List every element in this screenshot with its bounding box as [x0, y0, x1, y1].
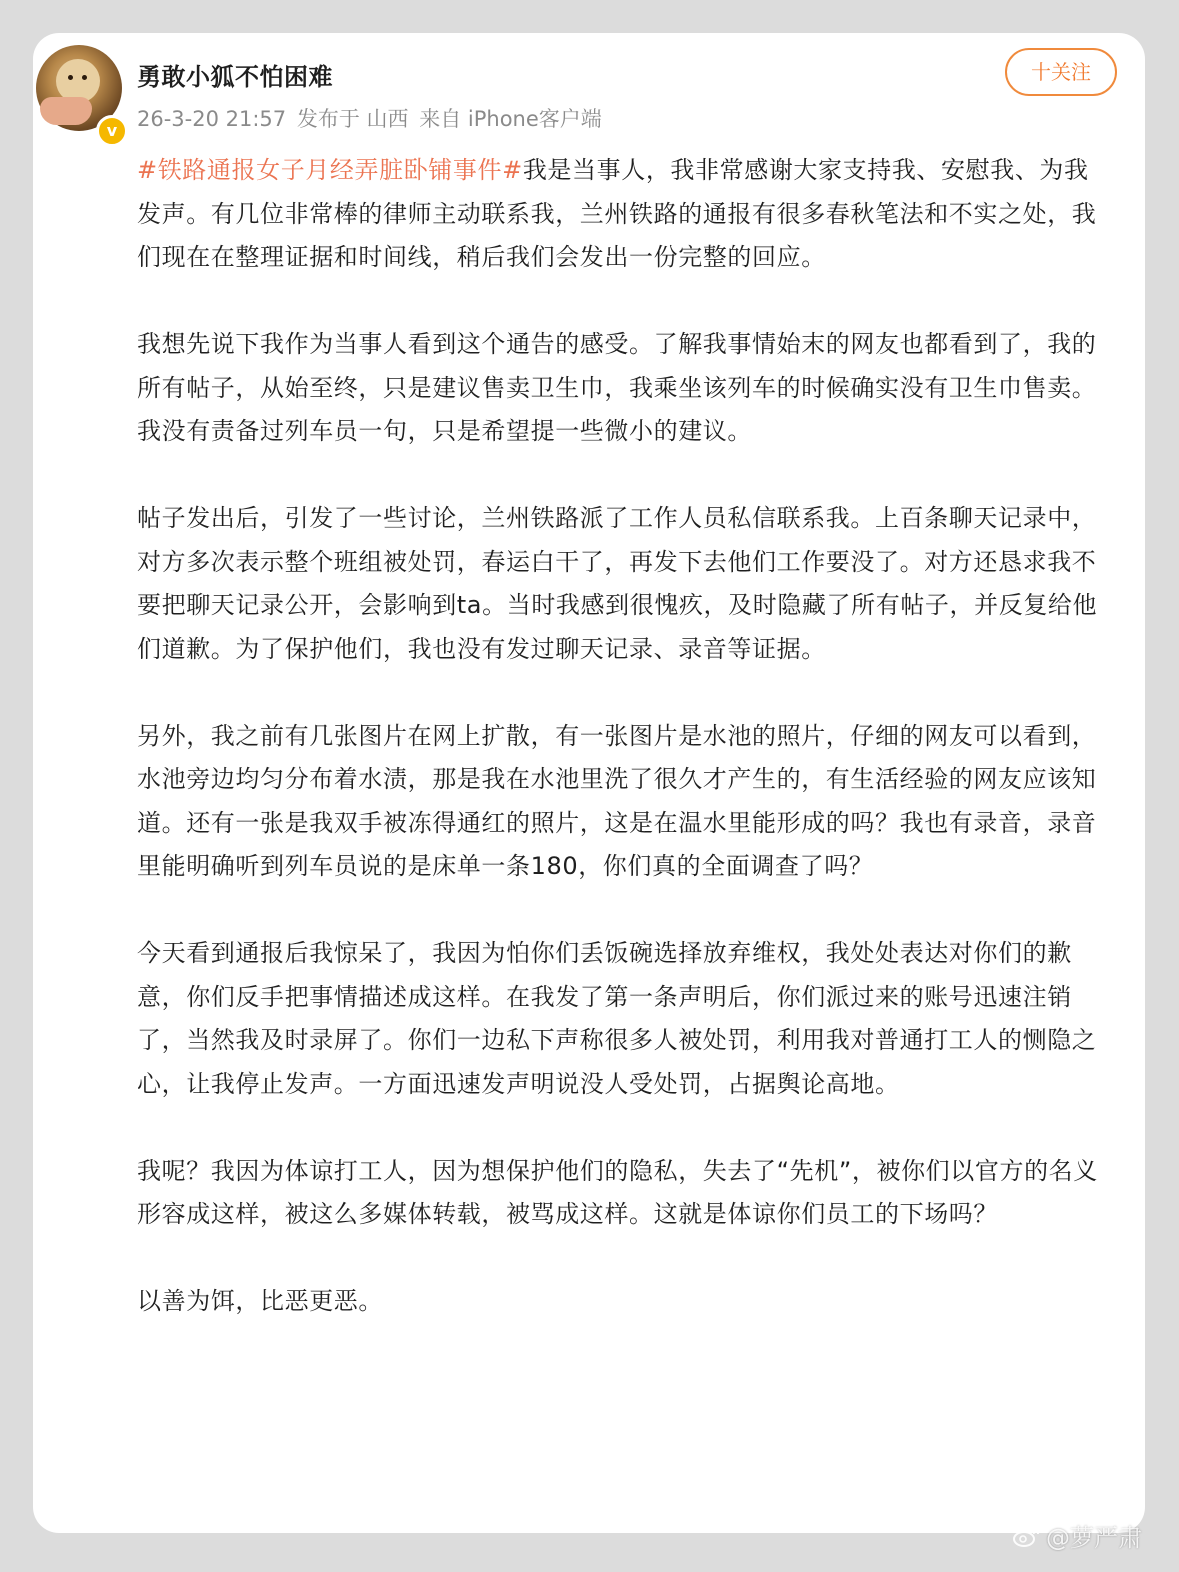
verified-badge-icon: v	[96, 115, 128, 147]
post-location: 发布于 山西	[296, 107, 409, 131]
paragraph: 帖子发出后，引发了一些讨论，兰州铁路派了工作人员私信联系我。上百条聊天记录中，对方多次表示整个班组被处罚，春运白干了，再发下去他们工作要没了。对方还恳求我不要把聊天记录公开，会影响到ta。当时我感到很愧疚，及时隐藏了所有帖子，并反复给他们道歉。为了保护他们，我也没有发过聊天记录、录音等证据。	[137, 504, 1098, 663]
post-content	[137, 149, 1112, 1324]
paragraph: 以善为饵，比恶更恶。	[137, 1287, 383, 1315]
follow-button[interactable]: 十关注	[1005, 48, 1117, 96]
post-card	[33, 33, 1145, 1533]
paragraph: 另外，我之前有几张图片在网上扩散，有一张图片是水池的照片，仔细的网友可以看到，水池旁边均匀分布着水渍，那是我在水池里洗了很久才产生的，有生活经验的网友应该知道。还有一张是我双手被冻得通红的照片，这是在温水里能形成的吗？我也有录音，录音里能明确听到列车员说的是床单一条180，你们真的全面调查了吗？	[137, 721, 1097, 880]
hashtag-link[interactable]: #铁路通报女子月经弄脏卧铺事件#	[137, 156, 523, 184]
paragraph: 我呢？我因为体谅打工人，因为想保护他们的隐私，失去了“先机”，被你们以官方的名义形容成这样，被这么多媒体转载，被骂成这样。这就是体谅你们员工的下场吗？	[137, 1156, 1098, 1228]
post-source: 来自 iPhone客户端	[419, 107, 602, 131]
post-time: 26-3-20 21:57	[137, 107, 287, 131]
username[interactable]: 勇敢小狐不怕困难	[137, 63, 333, 91]
watermark	[1012, 1518, 1142, 1553]
watermark-text: @萝严肃	[1046, 1524, 1142, 1552]
paragraph-text: 我是当事人，我非常感谢大家支持我、安慰我、为我发声。有几位非常棒的律师主动联系我，兰州铁路的通报有很多春秋笔法和不实之处，我们现在在整理证据和时间线，稍后我们会发出一份完整的回应。	[137, 156, 1097, 271]
paragraph: 今天看到通报后我惊呆了，我因为怕你们丢饭碗选择放弃维权，我处处表达对你们的歉意，你们反手把事情描述成这样。在我发了第一条声明后，你们派过来的账号迅速注销了，当然我及时录屏了。你们一边私下声称很多人被处罚，利用我对普通打工人的恻隐之心，让我停止发声。一方面迅速发声明说没人受处罚，占据舆论高地。	[137, 939, 1097, 1098]
paragraph	[137, 149, 1112, 280]
post-meta	[137, 103, 606, 133]
avatar[interactable]	[36, 45, 122, 140]
hand-image	[40, 97, 92, 125]
weibo-icon	[1012, 1524, 1040, 1548]
paragraph: 我想先说下我作为当事人看到这个通告的感受。了解我事情始末的网友也都看到了，我的所有帖子，从始至终，只是建议售卖卫生巾，我乘坐该列车的时候确实没有卫生巾售卖。我没有责备过列车员一句，只是希望提一些微小的建议。	[137, 330, 1097, 445]
